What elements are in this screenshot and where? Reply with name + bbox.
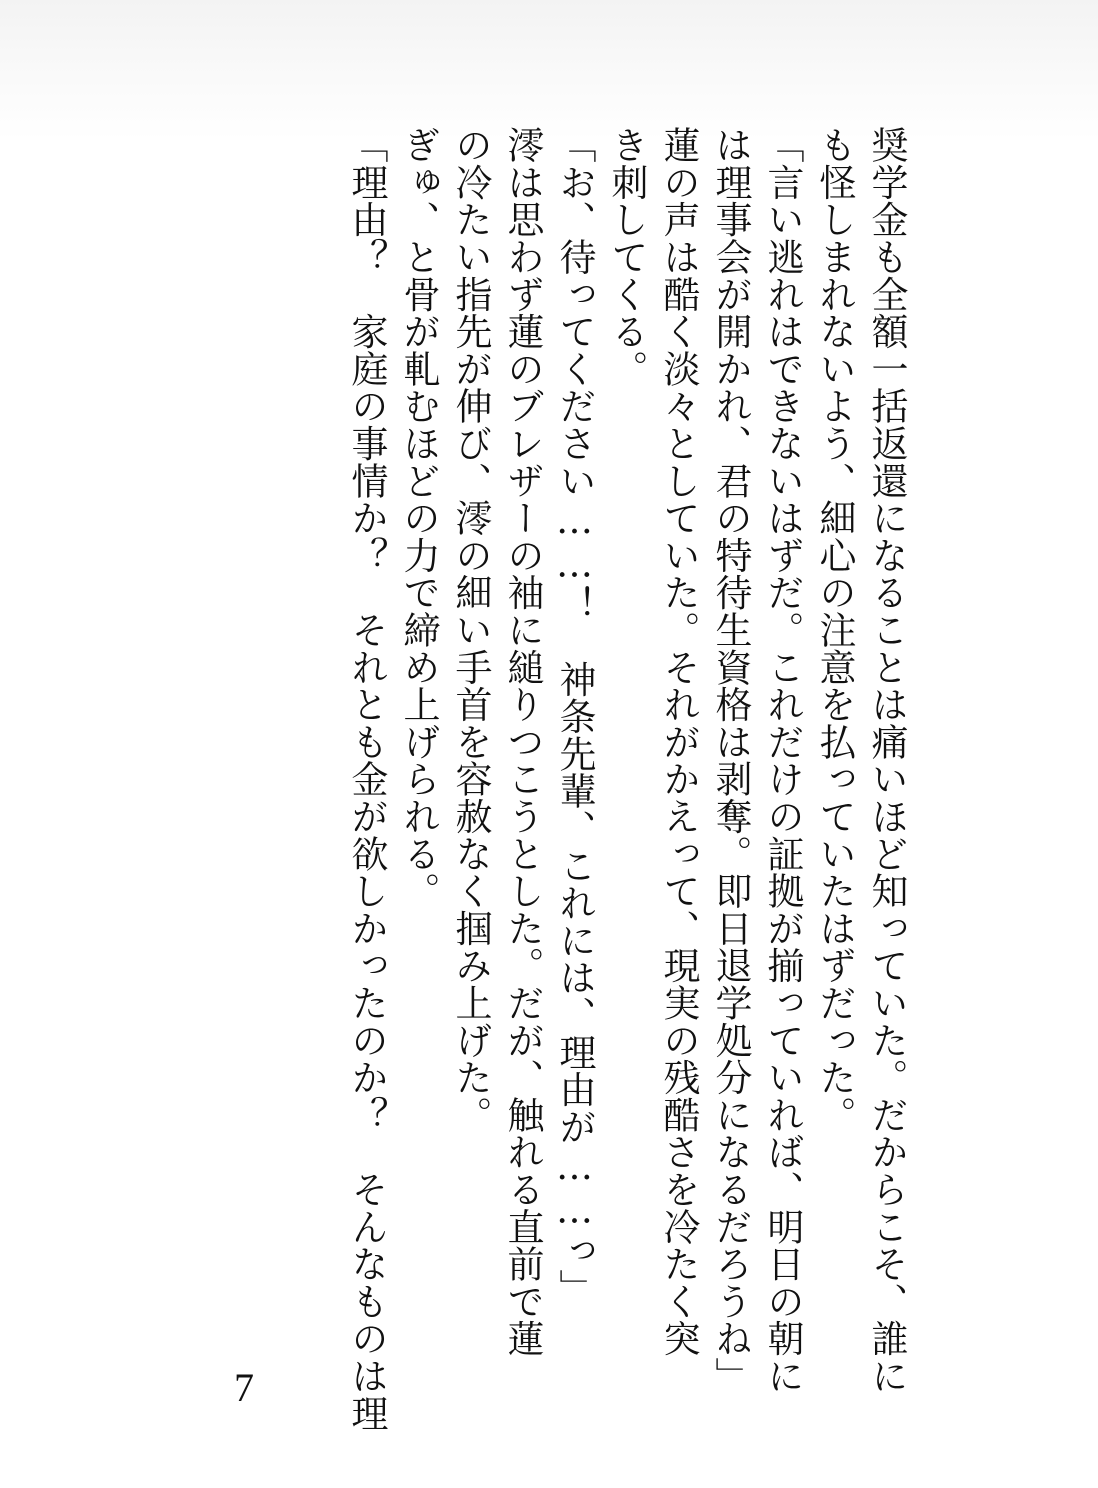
text-line: 「お、待ってください……！ 神条先輩、これには、理由が……っ」 <box>553 126 596 1307</box>
text-line: 「言い逃れはできないはずだ。これだけの証拠が揃っていれば、明日の朝に <box>761 126 804 1395</box>
text-line: も怪しまれないよう、細心の注意を払っていたはずだった。 <box>813 126 856 1134</box>
text-line: ぎゅ、と骨が軋むほどの力で締め上げられる。 <box>397 126 440 910</box>
text-line: は理事会が開かれ、君の特待生資格は剥奪。即日退学処分になるだろうね」 <box>709 126 752 1395</box>
text-line: の冷たい指先が伸び、澪の細い手首を容赦なく掴み上げた。 <box>449 126 492 1134</box>
vertical-text-body <box>340 126 912 1432</box>
text-line: 澪は思わず蓮のブレザーの袖に縋りつこうとした。だが、触れる直前で蓮 <box>501 126 544 1357</box>
text-line: き刺してくる。 <box>605 126 648 388</box>
text-line: 奨学金も全額一括返還になることは痛いほど知っていた。だからこそ、誰に <box>865 126 908 1395</box>
text-line: 「理由？ 家庭の事情か？ それとも金が欲しかったのか？ そんなものは理 <box>345 126 388 1432</box>
page-number: 7 <box>234 1365 254 1410</box>
text-line: 蓮の声は酷く淡々としていた。それがかえって、現実の残酷さを冷たく突 <box>657 126 700 1357</box>
